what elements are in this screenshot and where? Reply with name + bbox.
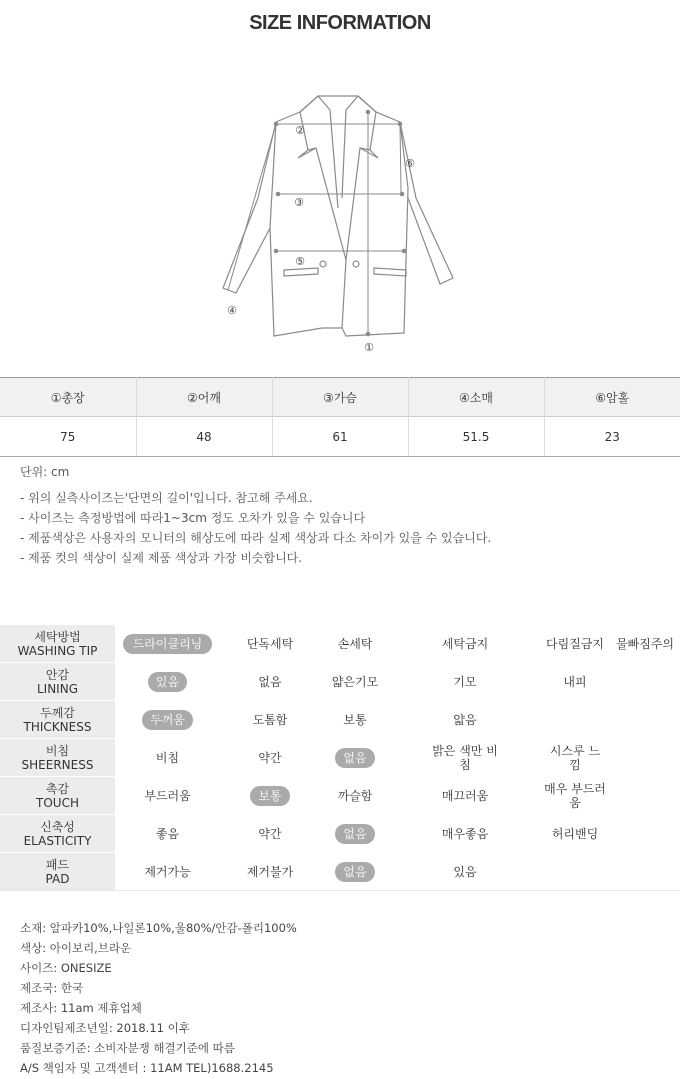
fabric-option-cell <box>390 701 540 739</box>
fabric-option-cell <box>540 777 610 815</box>
fabric-option-cell <box>220 777 320 815</box>
selected-option-badge: 드라이클리닝 <box>123 634 213 654</box>
fabric-option: 세탁금지 <box>441 636 489 651</box>
spec-line: A/S 책임자 및 고객센터 : 11AM TEL)1688.2145 <box>20 1061 274 1075</box>
fabric-row-label <box>0 701 115 739</box>
fabric-row-sheerness <box>0 739 680 777</box>
fabric-row-label <box>0 663 115 701</box>
size-header-chest: ③가슴 <box>272 378 408 417</box>
fabric-option: 물빠짐주의 <box>616 636 674 651</box>
fabric-option: 단독세탁 <box>246 636 294 651</box>
fabric-option-cell <box>115 701 220 739</box>
fabric-row-pad <box>0 853 680 891</box>
fabric-option-cell <box>540 625 610 663</box>
label-english: PAD <box>45 871 70 886</box>
fabric-option: 보통 <box>343 712 367 727</box>
spec-line: 디자인팀제조년일: 2018.11 이후 <box>20 1021 190 1035</box>
fabric-option-cell <box>610 625 680 663</box>
size-header-sleeve: ④소매 <box>408 378 544 417</box>
fabric-option: 얇음 <box>453 712 477 727</box>
fabric-info-table <box>0 625 680 891</box>
fabric-option-cell <box>540 739 610 777</box>
label-english: TOUCH <box>36 795 79 810</box>
fabric-option: 약간 <box>258 750 282 765</box>
fabric-option-cell <box>220 663 320 701</box>
fabric-option: 허리밴딩 <box>551 826 599 841</box>
fabric-option: 손세탁 <box>337 636 373 651</box>
fabric-option: 약간 <box>258 826 282 841</box>
marker-chest: ③ <box>294 196 304 209</box>
fabric-option-cell <box>220 625 320 663</box>
spec-line: 품질보증기준: 소비자분쟁 해결기준에 따름 <box>20 1041 235 1055</box>
fabric-option-cell <box>115 625 220 663</box>
fabric-option: 부드러움 <box>144 788 191 803</box>
selected-option-badge: 두꺼움 <box>142 710 193 730</box>
label-korean: 촉감 <box>45 781 70 796</box>
label-english: SHEERNESS <box>21 757 94 772</box>
fabric-option-cell <box>115 853 220 891</box>
fabric-option: 좋음 <box>155 826 180 841</box>
size-table-header <box>0 378 680 417</box>
selected-option-badge: 있음 <box>148 672 187 692</box>
selected-option-badge: 없음 <box>335 824 374 844</box>
fabric-row-label <box>0 739 115 777</box>
size-value-length: 75 <box>0 417 136 457</box>
fabric-option-cell <box>610 853 680 891</box>
fabric-option-cell <box>610 701 680 739</box>
fabric-option-cell <box>390 853 540 891</box>
spec-line: 제조사: 11am 제휴업체 <box>20 1001 142 1015</box>
size-value-shoulder: 48 <box>136 417 272 457</box>
page-title: SIZE INFORMATION <box>249 12 431 34</box>
fabric-option-cell <box>320 739 390 777</box>
selected-option-badge: 보통 <box>250 786 289 806</box>
fabric-row-lining <box>0 663 680 701</box>
fabric-option-cell <box>115 663 220 701</box>
label-english: ELASTICITY <box>23 833 92 848</box>
fabric-option-cell <box>540 853 610 891</box>
fabric-option-cell <box>320 625 390 663</box>
fabric-row-label <box>0 815 115 853</box>
note-item: - 위의 실측사이즈는'단면의 길이'입니다. 참고해 주세요. <box>20 491 313 505</box>
label-korean: 신축성 <box>40 819 75 834</box>
fabric-option: 밝은 색만 비 침 <box>432 743 498 772</box>
fabric-option-cell <box>320 815 390 853</box>
jacket-size-diagram <box>218 88 458 358</box>
size-table <box>0 377 680 457</box>
fabric-option: 다림질금지 <box>546 636 604 651</box>
fabric-option-cell <box>390 739 540 777</box>
fabric-option: 제거가능 <box>144 864 191 879</box>
spec-line: 색상: 아이보리,브라운 <box>20 941 132 955</box>
fabric-option: 매우 부드러 움 <box>544 781 606 810</box>
size-notes <box>20 488 491 568</box>
fabric-row-touch <box>0 777 680 815</box>
label-korean: 안감 <box>45 667 70 682</box>
fabric-option-cell <box>320 777 390 815</box>
marker-length: ① <box>364 341 374 354</box>
fabric-option: 까슬함 <box>337 788 373 803</box>
fabric-option: 매끄러움 <box>441 788 489 803</box>
fabric-row-label <box>0 777 115 815</box>
fabric-row-label <box>0 625 115 663</box>
fabric-option-cell <box>540 663 610 701</box>
fabric-option: 시스루 느 낌 <box>549 743 601 772</box>
fabric-option-cell <box>220 701 320 739</box>
marker-sleeve: ④ <box>227 304 237 317</box>
label-korean: 비침 <box>45 743 70 758</box>
size-value-chest: 61 <box>272 417 408 457</box>
fabric-option-cell <box>320 663 390 701</box>
selected-option-badge: 없음 <box>335 862 374 882</box>
size-value-sleeve: 51.5 <box>408 417 544 457</box>
note-item: - 제품색상은 사용자의 모니터의 해상도에 따라 실제 색상과 다소 차이가 있을 수 있습니다. <box>20 531 492 545</box>
fabric-row-label <box>0 853 115 891</box>
marker-hem: ⑤ <box>295 255 305 268</box>
fabric-option: 비침 <box>155 750 180 765</box>
fabric-option-cell <box>115 777 220 815</box>
fabric-option: 제거불가 <box>246 864 294 879</box>
spec-line: 사이즈: ONESIZE <box>20 961 112 975</box>
fabric-option: 얇은기모 <box>331 674 379 689</box>
size-header-armhole: ⑥암홀 <box>544 378 680 417</box>
fabric-option-cell <box>320 701 390 739</box>
fabric-option-cell <box>320 853 390 891</box>
fabric-option: 없음 <box>258 674 282 689</box>
label-english: WASHING TIP <box>17 643 98 658</box>
fabric-option: 기모 <box>453 674 477 689</box>
label-korean: 패드 <box>45 857 70 872</box>
size-header-shoulder: ②어깨 <box>136 378 272 417</box>
size-value-armhole: 23 <box>544 417 680 457</box>
fabric-option-cell <box>390 815 540 853</box>
unit-label: 단위: cm <box>20 465 70 479</box>
fabric-option-cell <box>540 815 610 853</box>
fabric-option-cell <box>220 853 320 891</box>
selected-option-badge: 없음 <box>335 748 374 768</box>
marker-armhole: ⑥ <box>405 157 415 170</box>
fabric-option-cell <box>390 777 540 815</box>
fabric-row-washing <box>0 625 680 663</box>
fabric-option-cell <box>390 625 540 663</box>
spec-line: 소재: 알파카10%,나일론10%,울80%/안감-폴리100% <box>20 921 297 935</box>
fabric-option: 내피 <box>563 674 587 689</box>
fabric-option-cell <box>115 815 220 853</box>
fabric-option: 매우좋음 <box>441 826 489 841</box>
size-header-length: ①총장 <box>0 378 136 417</box>
fabric-option-cell <box>610 777 680 815</box>
label-korean: 세탁방법 <box>34 629 81 644</box>
fabric-row-elasticity <box>0 815 680 853</box>
label-english: THICKNESS <box>23 719 92 734</box>
fabric-option-cell <box>390 663 540 701</box>
fabric-option-cell <box>220 815 320 853</box>
size-table-values <box>0 417 680 457</box>
label-korean: 두께감 <box>40 705 75 720</box>
product-specs <box>20 918 297 1078</box>
fabric-option-cell <box>115 739 220 777</box>
label-english: LINING <box>36 681 78 696</box>
marker-shoulder: ② <box>295 124 305 137</box>
fabric-option-cell <box>610 663 680 701</box>
spec-line: 제조국: 한국 <box>20 981 84 995</box>
fabric-row-thickness <box>0 701 680 739</box>
note-item: - 제품 컷의 색상이 실제 제품 색상과 가장 비슷합니다. <box>20 551 303 565</box>
fabric-option-cell <box>220 739 320 777</box>
fabric-option: 도톰함 <box>252 712 288 727</box>
fabric-option: 있음 <box>453 864 477 879</box>
fabric-option-cell <box>540 701 610 739</box>
fabric-option-cell <box>610 815 680 853</box>
note-item: - 사이즈는 측정방법에 따라1~3cm 정도 오차가 있을 수 있습니다 <box>20 511 366 525</box>
fabric-option-cell <box>610 739 680 777</box>
